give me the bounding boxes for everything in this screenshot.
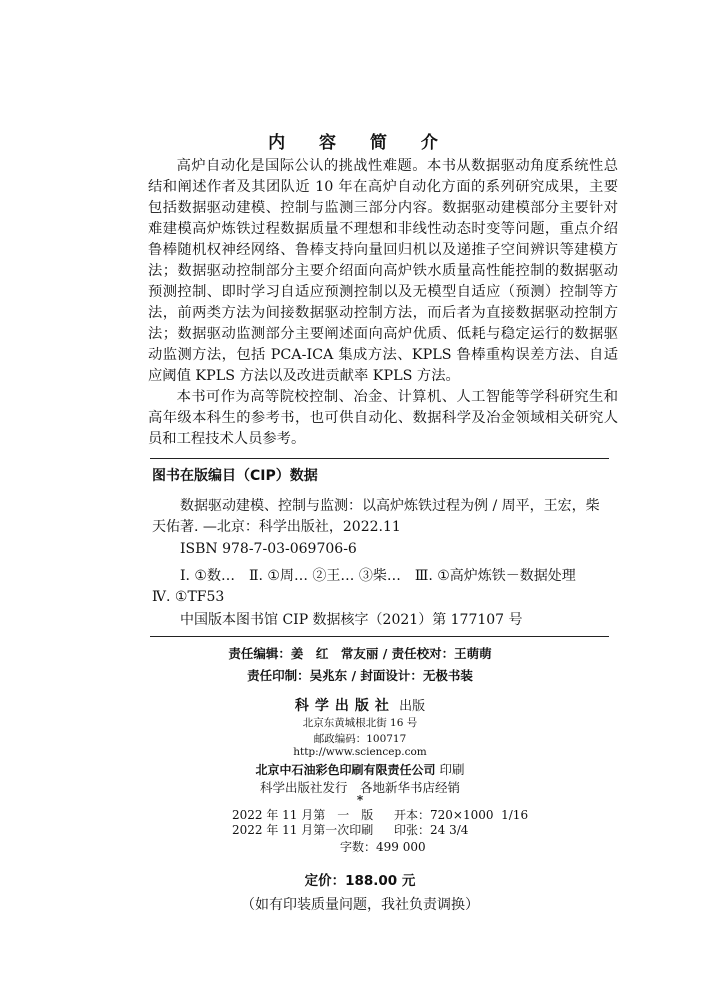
- publisher-url: http://www.sciencep.com: [293, 746, 427, 758]
- cip-class-line: Ⅳ. ①TF53: [152, 589, 225, 605]
- publisher-postcode: 邮政编码：100717: [313, 733, 407, 745]
- distribution-line: 科学出版社发行 各地新华书店经销: [259, 780, 460, 795]
- intro-paragraph: 本书可作为高等院校控制、冶金、计算机、人工智能等学科研究生和高年级本科生的参考书，也可供自动化、数据科学及冶金领域相关研究人员和工程技术人员参考。: [148, 389, 618, 447]
- printer-suffix: 印刷: [439, 762, 465, 777]
- cip-class-line: Ⅰ. ①数… Ⅱ. ①周… ②王… ③柴… Ⅲ. ①高炉炼铁－数据处理: [180, 568, 576, 584]
- publisher-suffix: 出版: [399, 699, 426, 714]
- cip-description: 数据驱动建模、控制与监测：以高炉炼铁过程为例 / 周平，王宏，柴天佑著. —北京：科学出版社，2022.11: [152, 498, 600, 535]
- printing-info: 2022 年 11 月第一次印刷: [232, 823, 374, 837]
- cip-isbn: ISBN 978-7-03-069706-6: [180, 541, 357, 557]
- production-credits: 责任印制：吴兆东 / 封面设计：无极书装: [247, 668, 473, 683]
- quality-notice: （如有印装质量问题，我社负责调换）: [241, 897, 479, 913]
- cip-heading: 图书在版编目（CIP）数据: [152, 468, 318, 484]
- top-divider: [150, 458, 609, 459]
- intro-title: 内 容 简 介: [268, 133, 452, 153]
- intro-body: [148, 156, 618, 450]
- publisher-line: [0, 695, 720, 715]
- separator-star: *: [356, 793, 364, 807]
- intro-paragraph: 高炉自动化是国际公认的挑战性难题。本书从数据驱动角度系统性总结和阐述作者及其团队近 10 年在高炉自动化方面的系列研究成果，主要包括数据驱动建模、控制与监测三部分内容。数据驱动建模部分主要针对难建模高炉炼铁过程数据质量不理想和非线性动态时变等问题，重点介绍鲁棒随机权神经网络、鲁棒支持向量回归机以及递推子空间辨识等建模方法；数据驱动控制部分主要介绍面向高炉铁水质量高性能控制的数据驱动预测控制、即时学习自适应预测控制以及无模型自适应（预测）控制等方法，前两类方法为间接数据驱动控制方法，而后者为直接数据驱动控制方法；数据驱动监测部分主要阐述面向高炉优质、低耗与稳定运行的数据驱动监测方法，包括 PCA-ICA 集成方法、KPLS 鲁棒重构误差方法、自适应阈值 KPLS 方法以及改进贡献率 KPLS 方法。: [148, 158, 618, 384]
- publisher-address: 北京东黄城根北街 16 号: [302, 717, 418, 729]
- edition-info: 2022 年 11 月第 一 版: [232, 808, 374, 822]
- format-info: 开本：720×1000 1/16: [394, 808, 529, 822]
- cip-core-number: 中国版本图书馆 CIP 数据核字（2021）第 177107 号: [180, 612, 523, 628]
- cip-classification: [152, 566, 610, 608]
- bottom-divider: [150, 636, 609, 637]
- printer-line: [0, 760, 720, 778]
- editor-credits: 责任编辑：姜 红 常友丽 / 责任校对：王萌萌: [228, 646, 492, 661]
- sheets-info: 印张：24 3/4: [394, 823, 469, 837]
- printer-name: 北京中石油彩色印刷有限责任公司: [255, 763, 436, 777]
- publisher-brand: 科学出版社: [294, 698, 395, 714]
- word-count-info: 字数：499 000: [340, 840, 426, 854]
- price: 定价：188.00 元: [304, 873, 416, 889]
